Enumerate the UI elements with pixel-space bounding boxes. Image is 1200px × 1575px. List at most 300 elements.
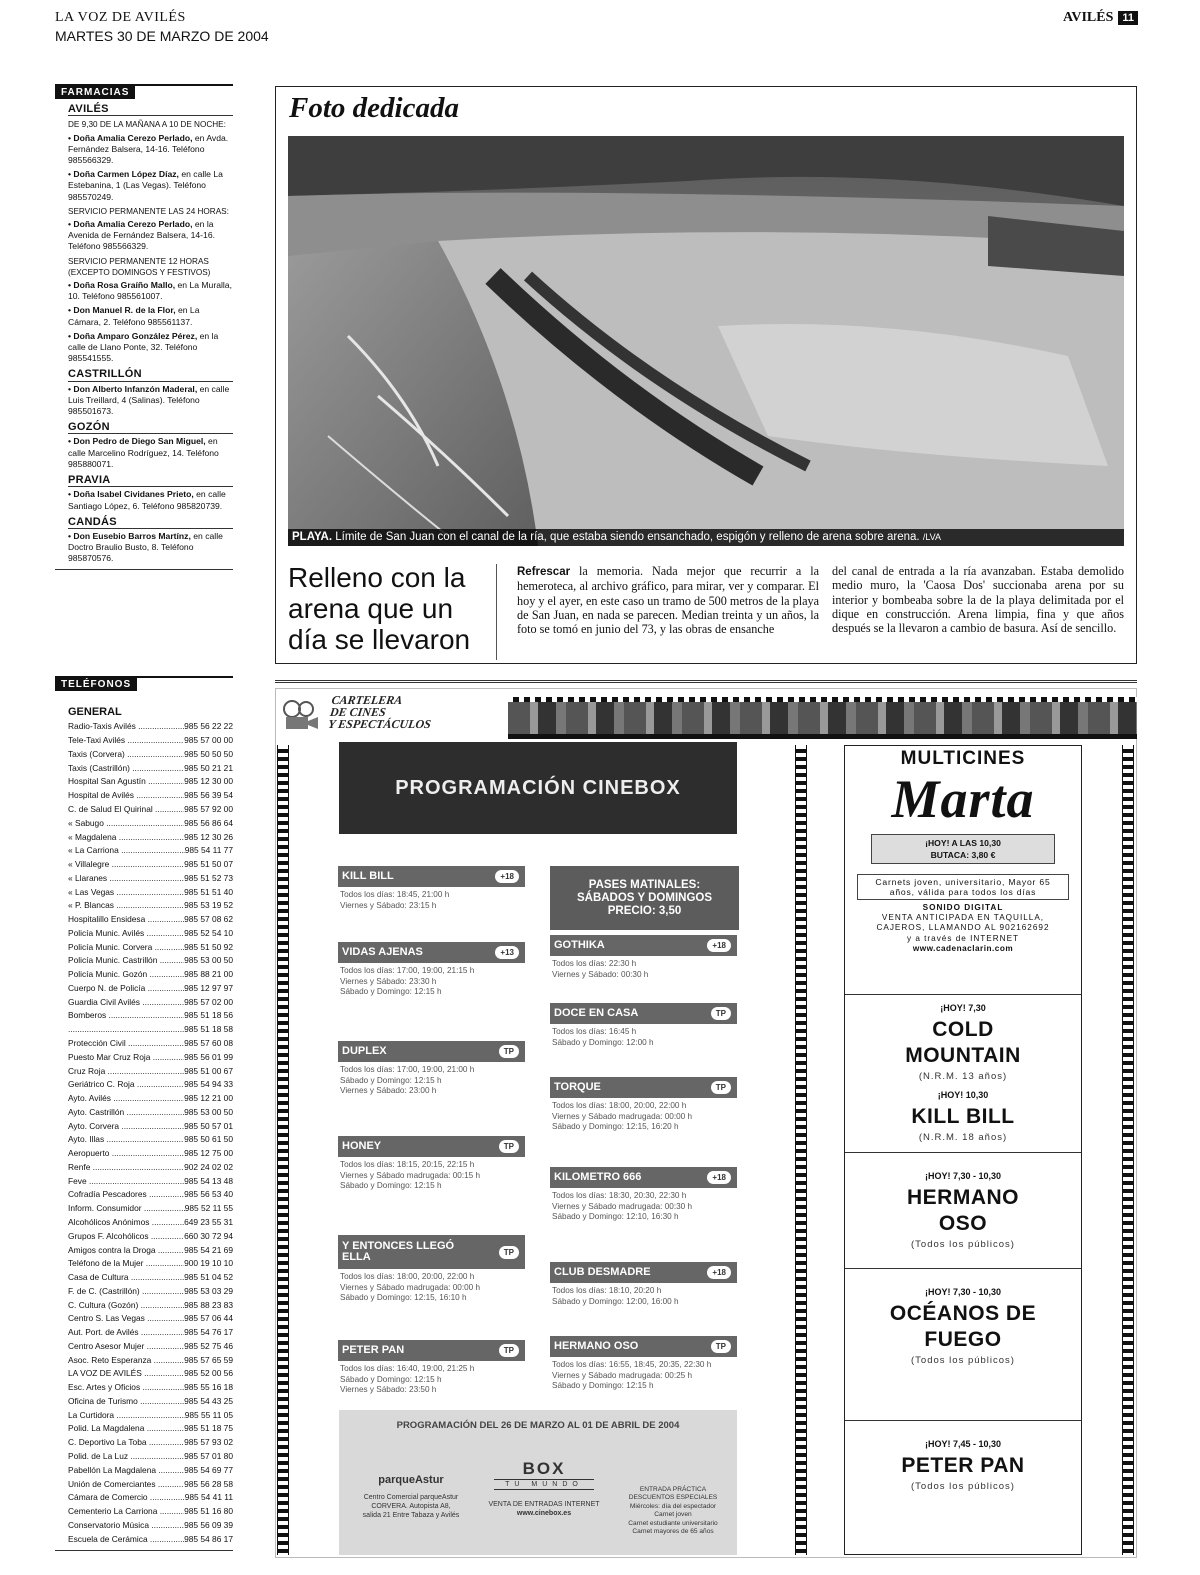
farmacia-schedule: SERVICIO PERMANENTE 12 HORAS (EXCEPTO DOMINGOS Y FESTIVOS) (68, 256, 211, 277)
phone-number: 985 56 09 39 (184, 1519, 233, 1530)
showtime-line: Sábado y Domingo: 12:00, 16:00 h (552, 1296, 679, 1306)
phone-number: 985 56 86 64 (184, 817, 233, 828)
farmacia-entry (68, 531, 233, 565)
show-time: ¡HOY! 7,45 - 10,30 (924, 1439, 1002, 1449)
marta-web: www.cadenaclarin.com (912, 943, 1014, 953)
phone-label: Cofradía Pescadores ..... (68, 1189, 184, 1203)
showtime-line: Todos los días: 16:40, 19:00, 21:25 h (340, 1364, 475, 1373)
town-name: CANDÁS (68, 517, 233, 529)
phone-row (68, 1093, 233, 1107)
phone-label: Polid. La Magdalena ..... (68, 1423, 184, 1437)
phone-row (68, 997, 233, 1011)
phone-row (68, 1052, 233, 1066)
showtime-line: Sábado y Domingo: 12:15 h (340, 1181, 442, 1190)
rating-badge: TP (711, 1007, 731, 1020)
phone-row (68, 1010, 233, 1024)
showtime-line: Viernes y Sábado: 23:00 h (340, 1086, 437, 1095)
movie-listing (338, 1235, 525, 1304)
showtime-line: Sábado y Domingo: 12:15 h (340, 1374, 442, 1384)
phone-label: Cuerpo N. de Policía ..... (68, 983, 184, 997)
showtime-line: Viernes y Sábado madrugada: 00:00 h (340, 1282, 481, 1292)
phone-row (68, 1382, 233, 1396)
farmacia-name: • Doña Rosa Graíño Mallo, (68, 280, 176, 291)
movie-title-bar (338, 1235, 525, 1269)
movie-title-bar (550, 1003, 737, 1024)
phone-number: 900 19 10 10 (184, 1258, 233, 1269)
phone-label: Policía Munic. Corvera ..... (68, 942, 184, 956)
phone-row (68, 832, 233, 846)
phone-number: 985 56 22 22 (184, 721, 233, 732)
farmacia-name: • Don Manuel R. de la Flor, (68, 305, 176, 316)
showtime-line: Viernes y Sábado: 00:30 h (552, 969, 649, 979)
farmacia-entry (68, 305, 233, 327)
phone-row (68, 1520, 233, 1534)
show-title: KILL BILL (911, 1105, 1015, 1128)
phone-number: 985 56 39 54 (184, 790, 233, 801)
phone-label: Ayto. Castrillón ..... (68, 1107, 184, 1121)
farmacia-name: • Don Eusebio Barros Martínz, (68, 530, 191, 541)
phone-number: 985 57 06 44 (184, 1313, 233, 1324)
movie-title: HONEY (342, 1140, 382, 1152)
phone-label: Policía Munic. Castrillón ..... (68, 955, 184, 969)
rating-badge: +13 (495, 946, 519, 959)
phone-number: 985 54 13 48 (184, 1175, 233, 1186)
caption-text: Límite de San Juan con el canal de la ría, que estaba siendo ensanchado, espigón y relleno de arena sobre arena. (332, 531, 920, 543)
showtime-line: Sábado y Domingo: 12:15, 16:20 h (552, 1122, 679, 1131)
phone-label: Amigos contra la Droga ..... (68, 1245, 184, 1259)
phone-number: 985 53 00 50 (184, 955, 233, 966)
marta-carnets: Carnets joven, universitario, Mayor 65 años, válida para todos los días (857, 874, 1069, 900)
phone-row (68, 1162, 233, 1176)
marta-show-block (845, 994, 1081, 1152)
phone-label: Casa de Cultura ..... (68, 1272, 184, 1286)
phone-row (68, 1024, 233, 1038)
movie-listing (550, 1003, 737, 1048)
phone-label: Esc. Artes y Oficios ..... (68, 1382, 184, 1396)
town-name: PRAVIA (68, 475, 233, 487)
movie-listing (338, 942, 525, 998)
article-body-col2: del canal de entrada a la ría avanzaban. Estaba demolido medio muro, la 'Caosa Dos' succionaba arena por su interior y bombeaba sobre la de la playa delimitada por el dique en construcción. Arena limpia, fina y que años después se la llevaron a cambio de basura. Así de sencillo. (832, 564, 1124, 636)
farmacia-entry (68, 331, 233, 365)
phone-row (68, 1327, 233, 1341)
parque-line: salida 21 Entre Tabaza y Avilés (362, 1512, 460, 1519)
movie-title-bar (338, 1136, 525, 1157)
phone-row (68, 900, 233, 914)
phone-label: Asoc. Reto Esperanza ..... (68, 1355, 184, 1369)
phone-number: 985 57 60 08 (184, 1038, 233, 1049)
phone-number: 985 54 11 77 (184, 845, 233, 856)
phone-row (68, 942, 233, 956)
phone-number: 985 57 01 80 (184, 1450, 233, 1461)
farmacia-address: en Avda. Fernández Balsera, 14-16. Teléfono 985566329. (68, 132, 229, 166)
cartelera-banner (327, 694, 435, 730)
film-strip-right (1122, 745, 1134, 1555)
farmacia-schedule: SERVICIO PERMANENTE LAS 24 HORAS: (68, 206, 229, 216)
phone-number: 985 51 18 58 (184, 1024, 233, 1035)
banner-line-1: CARTELERA (330, 693, 404, 707)
show-time: ¡HOY! 10,30 (937, 1090, 989, 1100)
showtime-line: Todos los días: 17:00, 19:00, 21:00 h (340, 1065, 475, 1074)
movie-title-bar (550, 1336, 737, 1357)
phone-label: F. de C. (Castrillón) ..... (68, 1286, 184, 1300)
rating-badge: TP (499, 1045, 519, 1058)
phone-label: Geriátrico C. Roja ..... (68, 1079, 184, 1093)
rating-badge: TP (499, 1344, 519, 1357)
farmacia-entry (68, 436, 233, 470)
parque-line: Centro Comercial parqueAstur (363, 1494, 459, 1501)
phone-number: 985 54 43 25 (184, 1395, 233, 1406)
farmacia-address: en La Muralla, 10. Teléfono 985561007. (68, 280, 232, 302)
phone-row (68, 763, 233, 777)
phone-label: Cruz Roja ..... (68, 1066, 184, 1080)
phone-number: 985 88 21 00 (184, 969, 233, 980)
article-headline: Relleno con la arena que un día se llevaron (288, 562, 471, 655)
phone-label: Aut. Port. de Avilés ..... (68, 1327, 184, 1341)
phone-label: « Villalegre ..... (68, 859, 184, 873)
movie-listing (338, 1041, 525, 1097)
phone-row (68, 1203, 233, 1217)
phone-row (68, 1231, 233, 1245)
marta-show (845, 1171, 1081, 1250)
phone-number: 985 53 03 29 (184, 1285, 233, 1296)
phone-number: 985 51 00 67 (184, 1065, 233, 1076)
phone-number: 985 51 18 56 (184, 1010, 233, 1021)
farmacia-address: en calle Marcelino Rodríguez, 14. Teléfono 985880071. (68, 436, 219, 469)
phone-number: 985 57 00 00 (184, 735, 233, 746)
farmacia-name: • Doña Amparo González Pérez, (68, 330, 198, 341)
phone-row (68, 735, 233, 749)
phone-number: 985 54 41 11 (184, 1492, 233, 1503)
phone-label: Radio-Taxis Avilés ..... (68, 721, 184, 735)
farmacia-name: • Doña Isabel Cividanes Prieto, (68, 489, 194, 500)
marta-show-block (845, 1268, 1081, 1420)
marta-logo: Marta (891, 769, 1035, 829)
phone-number: 902 24 02 02 (184, 1161, 233, 1172)
phone-label: La Curtidora ..... (68, 1410, 185, 1424)
farmacia-address: en calle Luis Treillard, 4 (Salinas). Teléfono 985501673. (68, 383, 230, 417)
show-title: COLD MOUNTAIN (905, 1018, 1021, 1067)
showtimes (338, 1062, 525, 1097)
phone-number: 660 30 72 94 (184, 1230, 233, 1241)
box-line: VENTA DE ENTRADAS INTERNET (488, 1501, 600, 1508)
showtime-line: Viernes y Sábado madrugada: 00:15 h (340, 1170, 481, 1180)
phone-row (68, 887, 233, 901)
rating-badge: +18 (707, 1171, 731, 1184)
marta-venta-2: CAJEROS, LLAMANDO AL 902162692 (876, 923, 1050, 933)
showtime-line: Viernes y Sábado madrugada: 00:25 h (552, 1370, 693, 1380)
phone-label: Bomberos ..... (68, 1010, 184, 1024)
movie-title: TORQUE (554, 1081, 601, 1093)
show-rating-note: (N.R.M. 13 años) (918, 1071, 1008, 1082)
phone-row (68, 1341, 233, 1355)
phone-number: 985 51 50 07 (184, 859, 233, 870)
show-rating-note: (Todos los públicos) (911, 1239, 1015, 1250)
phone-number: 985 56 53 40 (184, 1189, 233, 1200)
film-strip-banner (508, 697, 1137, 739)
show-time: ¡HOY! 7,30 (940, 1003, 986, 1013)
entrada-line: Miércoles: día del espectador (629, 1502, 717, 1510)
article-text-1: la memoria. Nada mejor que recurrir a la hemeroteca, al archivo gráfico, para mirar, ver y comparar. El hoy y el ayer, en este caso un tramo de 500 metros de la playa de San Juan, en nada se parecen. Median treinta y un años, la foto se tomó en junio del 73, y las obras de ensanche (517, 564, 819, 637)
movie-title-bar (338, 1340, 525, 1361)
phone-number: 985 54 69 77 (184, 1464, 233, 1475)
town-name: CASTRILLÓN (68, 369, 233, 381)
phone-number: 985 54 76 17 (184, 1327, 233, 1338)
phone-row (68, 1534, 233, 1548)
farmacia-address: en calle La Estebanina, 1 (Las Vegas). Teléfono 985570249. (68, 169, 223, 202)
phone-label (68, 1024, 184, 1038)
phone-label: Ayto. Corvera ..... (68, 1121, 184, 1135)
phone-label: Polid. de La Luz ..... (68, 1451, 184, 1465)
phone-number: 985 12 30 00 (184, 776, 233, 787)
show-time: ¡HOY! 7,30 - 10,30 (924, 1171, 1002, 1181)
entrada-block (614, 1486, 732, 1536)
showtime-line: Todos los días: 16:45 h (552, 1027, 637, 1036)
phone-row (68, 1410, 233, 1424)
phone-label: Oficina de Turismo ..... (68, 1396, 184, 1410)
phone-label: Renfe ..... (68, 1162, 184, 1176)
phone-number: 985 53 19 52 (184, 900, 233, 911)
entrada-line: DESCUENTOS ESPECIALES (628, 1494, 718, 1502)
movie-title-bar (550, 1262, 737, 1283)
pases-line-2: SÁBADOS Y DOMINGOS (576, 891, 713, 904)
phone-label: Ayto. Illas ..... (68, 1134, 184, 1148)
movie-title: PETER PAN (342, 1344, 405, 1356)
phone-label: Cámara de Comercio ..... (68, 1492, 185, 1506)
rating-badge: TP (711, 1081, 731, 1094)
town-name: GOZÓN (68, 422, 233, 434)
phone-label: Unión de Comerciantes ..... (68, 1479, 184, 1493)
showtime-line: Sábado y Domingo: 12:15 h (340, 987, 442, 996)
show-time: ¡HOY! 7,30 - 10,30 (924, 1287, 1002, 1297)
phone-row (68, 721, 233, 735)
showtimes (338, 1157, 525, 1192)
phone-row (68, 1492, 233, 1506)
phone-number: 985 50 57 01 (184, 1120, 233, 1131)
marta-sonido: SONIDO DIGITAL (922, 903, 1004, 912)
movie-title-bar (550, 935, 737, 956)
phone-row (68, 1313, 233, 1327)
phone-number: 985 51 16 80 (184, 1506, 233, 1517)
parqueastur-block (351, 1476, 471, 1520)
rating-badge: TP (711, 1340, 731, 1353)
phone-row (68, 749, 233, 763)
phone-number: 985 12 97 97 (184, 982, 233, 993)
movie-listing (550, 935, 737, 980)
show-title: OCÉANOS DE FUEGO (889, 1302, 1037, 1351)
marta-butaca: BUTACA: 3,80 € (930, 850, 996, 860)
phone-number: 985 51 18 75 (184, 1423, 233, 1434)
phone-label: Escuela de Cerámica ..... (68, 1534, 184, 1548)
rating-badge: TP (499, 1140, 519, 1153)
marta-show-block (845, 1420, 1081, 1555)
pases-line-3: PRECIO: 3,50 (607, 904, 682, 917)
phone-label: Alcohólicos Anónimos ..... (68, 1217, 184, 1231)
phone-label: « Sabugo ..... (68, 818, 184, 832)
movie-listing (550, 1077, 737, 1133)
phone-label: Inform. Consumidor ..... (68, 1203, 185, 1217)
showtimes (550, 1024, 737, 1048)
farmacia-address: en calle Doctro Braulio Busto, 8. Teléfono 985870576. (68, 530, 223, 564)
rating-badge: +18 (495, 870, 519, 883)
marta-info (845, 903, 1081, 954)
phone-row (68, 859, 233, 873)
phone-label: Hospital San Agustín ..... (68, 776, 184, 790)
showtime-line: Sábado y Domingo: 12:15 h (340, 1075, 442, 1085)
phone-label: Aeropuerto ..... (68, 1148, 184, 1162)
phone-number: 985 51 51 40 (184, 886, 233, 897)
phone-label: Hospitalillo Ensidesa ..... (68, 914, 184, 928)
showtimes (550, 1357, 737, 1392)
phone-row (68, 873, 233, 887)
phone-label: « P. Blancas ..... (68, 900, 184, 914)
movie-listing (338, 1340, 525, 1396)
phone-row (68, 928, 233, 942)
show-rating-note: (N.R.M. 18 años) (918, 1132, 1008, 1143)
movie-title: DOCE EN CASA (554, 1007, 639, 1019)
aerial-beach-photo (288, 136, 1124, 546)
phone-row (68, 1134, 233, 1148)
showtime-line: Todos los días: 18:15, 20:15, 22:15 h (340, 1160, 475, 1169)
phone-label: Grupos F. Alcohólicos ..... (68, 1231, 184, 1245)
showtime-line: Todos los días: 22:30 h (552, 959, 637, 968)
entrada-line: Carnet joven (654, 1511, 692, 1519)
article-body-col1 (517, 564, 819, 636)
farmacia-name: • Doña Amalia Cerezo Perlado, (68, 132, 193, 143)
banner-line-2: DE CINES (329, 705, 387, 719)
phone-number: 985 52 11 55 (184, 1203, 233, 1214)
phone-number: 985 54 86 17 (184, 1533, 233, 1544)
phone-row (68, 1479, 233, 1493)
section-name: AVILÉS (1063, 10, 1114, 25)
phone-row (68, 1286, 233, 1300)
phone-row (68, 1176, 233, 1190)
movie-title: KILOMETRO 666 (554, 1171, 642, 1183)
box-logo: BOX (522, 1459, 566, 1478)
phone-number: 985 51 50 92 (184, 941, 233, 952)
movie-title: HERMANO OSO (554, 1340, 639, 1352)
phone-label: C. Cultura (Gozón) ..... (68, 1300, 184, 1314)
phone-row (68, 1148, 233, 1162)
phone-number: 985 51 04 52 (184, 1272, 233, 1283)
marta-show (845, 1287, 1081, 1366)
movie-title-bar (338, 866, 525, 887)
marta-price-box (871, 834, 1055, 864)
phone-label: « Las Vegas ..... (68, 887, 184, 901)
caption-lead: PLAYA. (292, 531, 333, 543)
box-block (484, 1459, 604, 1518)
movie-listing (550, 1167, 737, 1223)
issue-date: MARTES 30 DE MARZO DE 2004 (55, 28, 269, 44)
phone-number: 985 55 16 18 (184, 1382, 233, 1393)
farmacia-entry (68, 219, 233, 253)
farmacia-address: en la Avenida de Fernández Balsera, 14-16. Teléfono 985566329. (68, 219, 215, 252)
showtime-line: Todos los días: 18:00, 20:00, 22:00 h (552, 1101, 687, 1110)
farmacia-entry (68, 489, 233, 511)
phone-row (68, 790, 233, 804)
telefonos-group: GENERAL (68, 706, 122, 719)
phone-label: Puesto Mar Cruz Roja ..... (68, 1052, 184, 1066)
rating-badge: TP (499, 1246, 519, 1259)
section-header (1063, 10, 1138, 26)
phone-row (68, 1355, 233, 1369)
phone-number: 985 57 92 00 (184, 804, 233, 814)
phone-number: 985 55 11 05 (184, 1409, 233, 1420)
phone-label: C. Deportivo La Toba ..... (68, 1437, 184, 1451)
movie-title: VIDAS AJENAS (342, 946, 423, 958)
phone-label: Ayto. Avilés ..... (68, 1093, 184, 1107)
farmacia-schedule: DE 9,30 DE LA MAÑANA A 10 DE NOCHE: (68, 120, 226, 130)
movie-title: Y ENTONCES LLEGÓ ELLA (342, 1240, 455, 1263)
showtime-line: Todos los días: 18:00, 20:00, 22:00 h (340, 1272, 475, 1281)
show-title: HERMANO OSO (907, 1186, 1019, 1235)
show-title: PETER PAN (901, 1454, 1025, 1477)
telefonos-title: TELÉFONOS (55, 678, 137, 691)
farmacia-address: en la calle de Llano Ponte, 32. Teléfono 985541555. (68, 330, 219, 364)
showtime-line: Sábado y Domingo: 12:00 h (552, 1037, 654, 1047)
phone-row (68, 955, 233, 969)
showtime-line: Sábado y Domingo: 12:15 h (552, 1381, 654, 1390)
phone-label: Conservatorio Música ..... (68, 1520, 184, 1534)
phone-row (68, 845, 233, 859)
entrada-line: ENTRADA PRÁCTICA (639, 1486, 707, 1493)
phone-row (68, 1079, 233, 1093)
phone-label: Protección Civil ..... (68, 1038, 184, 1052)
pases-matinales (550, 866, 739, 930)
entrada-line: Carnet estudiante universitario (628, 1519, 718, 1527)
phone-row (68, 1038, 233, 1052)
showtime-line: Viernes y Sábado madrugada: 00:00 h (552, 1111, 693, 1121)
showtimes (550, 1098, 737, 1133)
movie-title: DUPLEX (342, 1045, 387, 1057)
newspaper-name: LA VOZ DE AVILÉS (55, 10, 186, 25)
showtimes (338, 887, 525, 911)
phone-row (68, 1189, 233, 1203)
phone-label: Centro Asesor Mujer ..... (68, 1341, 184, 1355)
phone-label: Policía Munic. Avilés ..... (68, 928, 184, 942)
phone-number: 985 56 28 58 (184, 1478, 233, 1489)
photo-credit: /LVA (922, 532, 941, 542)
showtime-line: Viernes y Sábado: 23:30 h (340, 976, 437, 986)
film-strip-mid (795, 745, 807, 1555)
farmacia-entry (68, 169, 233, 203)
phone-row (68, 1258, 233, 1272)
parqueastur-logo: parqueAstur (378, 1474, 444, 1486)
phone-number: 985 52 00 56 (184, 1368, 233, 1379)
phone-row (68, 1066, 233, 1080)
marta-header (845, 748, 1081, 954)
phone-number: 985 57 65 59 (184, 1354, 233, 1365)
movie-title-bar (550, 1167, 737, 1188)
phone-row (68, 776, 233, 790)
phone-number: 985 51 52 73 (184, 872, 233, 883)
farmacia-name: • Don Alberto Infanzón Maderal, (68, 383, 198, 394)
phone-number: 985 53 00 50 (184, 1106, 233, 1117)
rating-badge: +18 (707, 939, 731, 952)
show-rating-note: (Todos los públicos) (911, 1481, 1015, 1492)
showtime-line: Sábado y Domingo: 12:15, 16:10 h (340, 1293, 467, 1302)
phone-row (68, 983, 233, 997)
phone-number: 985 88 23 83 (184, 1299, 233, 1310)
box-line: www.cinebox.es (516, 1510, 572, 1517)
phone-label: Taxis (Corvera) ..... (68, 749, 184, 763)
movie-listing (338, 1136, 525, 1192)
phone-row (68, 1465, 233, 1479)
phone-number: 985 52 54 10 (184, 927, 233, 938)
marta-show-block (845, 1152, 1081, 1268)
phone-row (68, 1272, 233, 1286)
movie-listing (338, 866, 525, 911)
showtime-line: Sábado y Domingo: 12:10, 16:30 h (552, 1212, 679, 1221)
